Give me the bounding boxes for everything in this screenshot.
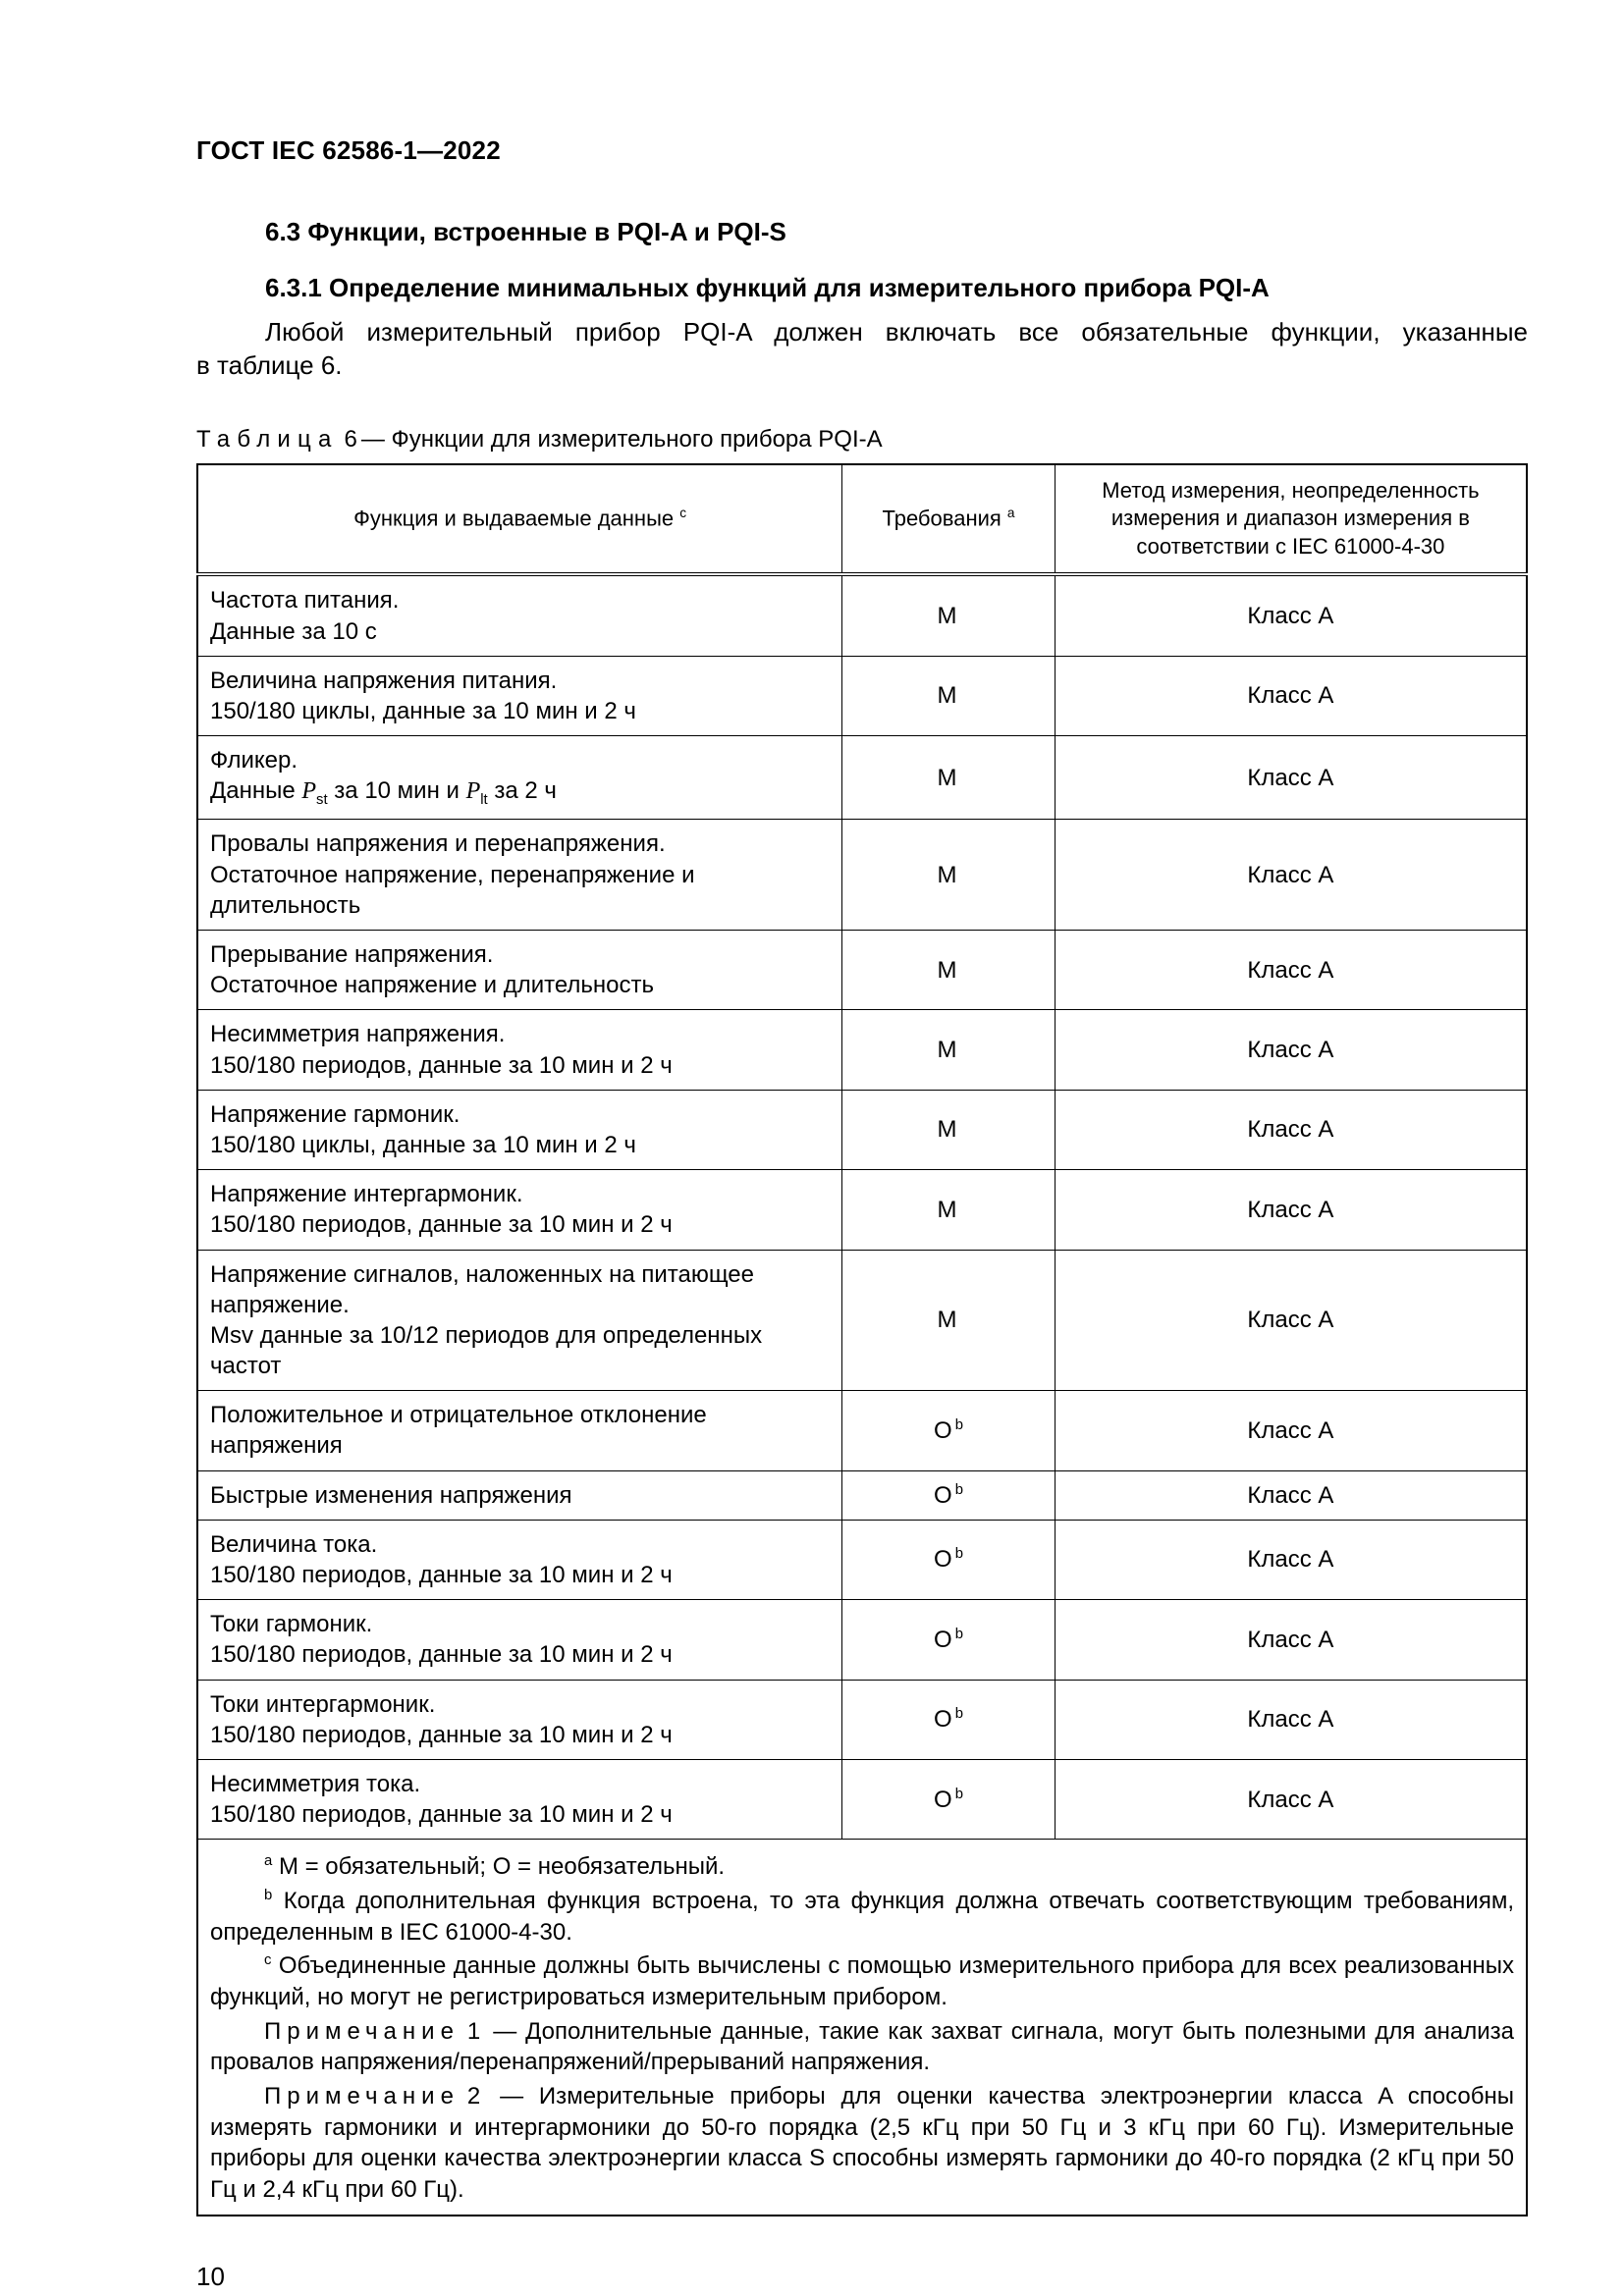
footnote-b-text: Когда дополнительная функция встроена, то эта функция должна отвечать соответствующим требованиям, определенным в IEC 61000-4-30. [210,1888,1515,1946]
function-cell [197,1250,842,1391]
method-cell: Класс A [1055,1170,1527,1250]
page-number: 10 [196,2261,225,2291]
table-row [197,736,1527,820]
note-1 [210,2016,1514,2078]
table-caption-text: — Функции для измерительного прибора PQI-A [360,425,883,453]
requirement-cell [842,656,1056,735]
function-detail: 150/180 циклы, данные за 10 мин и 2 ч [210,697,636,724]
table-row [197,574,1527,656]
function-detail: Данные за 10 с [210,617,377,645]
function-title: Напряжение интергармоник. [210,1181,523,1208]
footnote-a-marker: a [264,1853,273,1870]
function-cell [197,574,842,656]
function-detail-flicker [210,775,830,810]
requirement-value: M [937,682,957,710]
function-detail: 150/180 периодов, данные за 10 мин и 2 ч [210,1562,673,1589]
note-1-label: Примечание [264,2017,460,2045]
function-cell [197,1470,842,1520]
function-detail: 150/180 периодов, данные за 10 мин и 2 ч [210,1641,673,1669]
function-title: Частота питания. [210,587,400,614]
requirement-cell [842,1520,1056,1599]
column-header-requirements [842,464,1056,575]
flicker-symbol-plt: P [465,778,481,805]
requirement-footnote-marker: b [954,1706,963,1723]
running-header: ГОСТ IEC 62586-1—2022 [196,135,501,165]
table-row [197,820,1527,931]
table-header-row [197,464,1527,575]
function-cell [197,1090,842,1169]
requirement-value: О [934,1706,952,1734]
flicker-text-1: Данные [210,777,302,805]
method-cell: Класс A [1055,1470,1527,1520]
column-header-function [197,464,842,575]
requirement-value: M [937,1116,957,1144]
requirement-value: О [934,1626,952,1653]
requirement-value: M [937,603,957,629]
table-row [197,1391,1527,1470]
column-header-method-label: Метод измерения, неопределенность измерения и диапазон измерения в соответствии с IEC 61000-4-30 [1102,477,1480,559]
table-caption-number: 6 [344,425,357,453]
table-row [197,1680,1527,1759]
requirement-cell [842,1470,1056,1520]
function-detail: 150/180 периодов, данные за 10 мин и 2 ч [210,1051,673,1079]
column-header-requirements-label: Требования [882,506,1001,531]
flicker-text-2: за 10 мин и [327,777,466,805]
column-header-function-footnote-marker: c [679,506,687,521]
function-cell [197,1680,842,1759]
function-cell [197,1010,842,1090]
requirement-value: M [937,1196,957,1223]
function-title: Несимметрия напряжения. [210,1021,506,1048]
requirement-footnote-marker: b [954,1416,963,1433]
method-cell: Класс A [1055,1680,1527,1759]
flicker-symbol-pst: P [301,778,317,805]
requirement-footnote-marker: b [954,1481,963,1498]
function-title: Провалы напряжения и перенапряжения. [210,830,666,858]
function-title: Напряжение сигналов, наложенных на питающее напряжение. [210,1260,754,1318]
method-cell: Класс A [1055,1391,1527,1470]
intro-paragraph [196,315,1528,383]
table-row [197,1010,1527,1090]
function-cell [197,931,842,1010]
function-cell [197,736,842,820]
footnote-a [210,1851,1514,1883]
note-2-text: — Измерительные приборы для оценки качества электроэнергии класса A способны измерять гармоники и интергармоники до 50-го порядка (2,5 кГц при 50 Гц и 3 кГц при 60 Гц). Измерительные приборы для оценки качества электроэнергии класса S способны измерять гармоники до 40-го порядка (2 кГц при 50 Гц и 2,4 кГц при 60 Гц). [210,2083,1514,2204]
functions-table [196,463,1528,2216]
function-cell [197,1759,842,1839]
function-title: Положительное и отрицательное отклонение напряжения [210,1402,707,1460]
requirement-value: M [937,1037,957,1063]
requirement-value: О [934,1481,952,1509]
requirement-value: M [937,956,957,984]
method-cell: Класс A [1055,931,1527,1010]
table-row [197,931,1527,1010]
method-cell: Класс A [1055,1090,1527,1169]
requirement-cell [842,1680,1056,1759]
intro-line-2: в таблице 6. [196,350,343,381]
footnote-a-text: M = обязательный; О = необязательный. [278,1853,726,1881]
requirement-cell [842,820,1056,931]
function-cell [197,1600,842,1680]
note-1-number: 1 [466,2017,481,2045]
requirement-value: M [937,1307,957,1334]
table-row [197,1600,1527,1680]
note-2-number: 2 [466,2083,481,2110]
note-1-text: — Дополнительные данные, такие как захват сигнала, могут быть полезными для анализа провалов напряжения/перенапряжений/прерываний напряжения. [210,2017,1515,2076]
method-cell: Класс A [1055,1010,1527,1090]
note-2-label: Примечание [264,2083,460,2110]
function-title: Прерывание напряжения. [210,941,494,969]
table-row [197,1759,1527,1839]
requirement-cell [842,1090,1056,1169]
flicker-text-3: за 2 ч [487,777,557,805]
subsection-heading: 6.3.1 Определение минимальных функций для измерительного прибора PQI-A [265,273,1270,302]
footnote-b-marker: b [264,1888,273,1904]
function-title: Несимметрия тока. [210,1770,421,1797]
flicker-subscript-lt: lt [480,792,488,809]
table-footer-row [197,1840,1527,2216]
requirement-cell [842,1759,1056,1839]
function-title: Величина напряжения питания. [210,667,558,694]
table-row [197,1470,1527,1520]
method-cell: Класс A [1055,736,1527,820]
function-title: Токи интергармоник. [210,1690,436,1718]
requirement-cell [842,931,1056,1010]
function-cell [197,656,842,735]
method-cell: Класс A [1055,1600,1527,1680]
table-caption [196,426,1528,454]
method-cell: Класс A [1055,1250,1527,1391]
column-header-requirements-footnote-marker: a [1006,506,1015,521]
function-detail: 150/180 периодов, данные за 10 мин и 2 ч [210,1721,673,1748]
requirement-footnote-marker: b [954,1786,963,1802]
footnote-c-marker: c [264,1952,272,1969]
table-row [197,1090,1527,1169]
column-header-method [1055,464,1527,575]
method-cell: Класс A [1055,656,1527,735]
requirement-cell [842,1600,1056,1680]
table-footnotes-cell [197,1840,1527,2216]
section-heading: 6.3 Функции, встроенные в PQI-A и PQI-S [265,217,786,246]
requirement-cell [842,1010,1056,1090]
function-cell [197,820,842,931]
function-detail: Остаточное напряжение, перенапряжение и длительность [210,861,695,919]
function-detail: 150/180 периодов, данные за 10 мин и 2 ч [210,1801,673,1829]
method-cell: Класс A [1055,820,1527,931]
requirement-cell [842,1250,1056,1391]
function-detail: 150/180 периодов, данные за 10 мин и 2 ч [210,1211,673,1239]
note-2 [210,2081,1514,2206]
flicker-subscript-st: st [316,792,328,809]
requirement-cell [842,1391,1056,1470]
footnote-c-text: Объединенные данные должны быть вычислены с помощью измерительного прибора для всех реализованных функций, но могут не регистрироваться измерительным прибором. [210,1952,1514,2011]
table-row [197,1520,1527,1599]
method-cell: Класс A [1055,574,1527,656]
requirement-value: M [937,764,957,791]
requirement-footnote-marker: b [954,1546,963,1563]
column-header-function-label: Функция и выдаваемые данные [353,506,675,531]
requirement-value: О [934,1786,952,1813]
intro-line-1: Любой измерительный прибор PQI-A должен включать все обязательные функции, указанные [265,317,1528,347]
table-row [197,1170,1527,1250]
function-title: Быстрые изменения напряжения [210,1481,572,1509]
requirement-cell [842,574,1056,656]
requirement-value: M [937,861,957,888]
method-cell: Класс A [1055,1520,1527,1599]
function-cell [197,1391,842,1470]
function-detail: Остаточное напряжение и длительность [210,972,654,999]
requirement-cell [842,1170,1056,1250]
footnote-b [210,1886,1514,1948]
function-title: Фликер. [210,747,298,774]
requirement-footnote-marker: b [954,1626,963,1642]
function-cell [197,1520,842,1599]
requirement-value: О [934,1416,952,1444]
function-cell [197,1170,842,1250]
function-detail: Msv данные за 10/12 периодов для определенных частот [210,1321,763,1380]
requirement-cell [842,736,1056,820]
table-row [197,1250,1527,1391]
function-detail: 150/180 циклы, данные за 10 мин и 2 ч [210,1131,636,1158]
table-row [197,656,1527,735]
method-cell: Класс A [1055,1759,1527,1839]
table-caption-label: Таблица [196,425,339,453]
function-title: Величина тока. [210,1530,378,1558]
function-title: Напряжение гармоник. [210,1100,460,1128]
requirement-value: О [934,1546,952,1574]
function-title: Токи гармоник. [210,1611,373,1638]
footnote-c [210,1950,1514,2012]
